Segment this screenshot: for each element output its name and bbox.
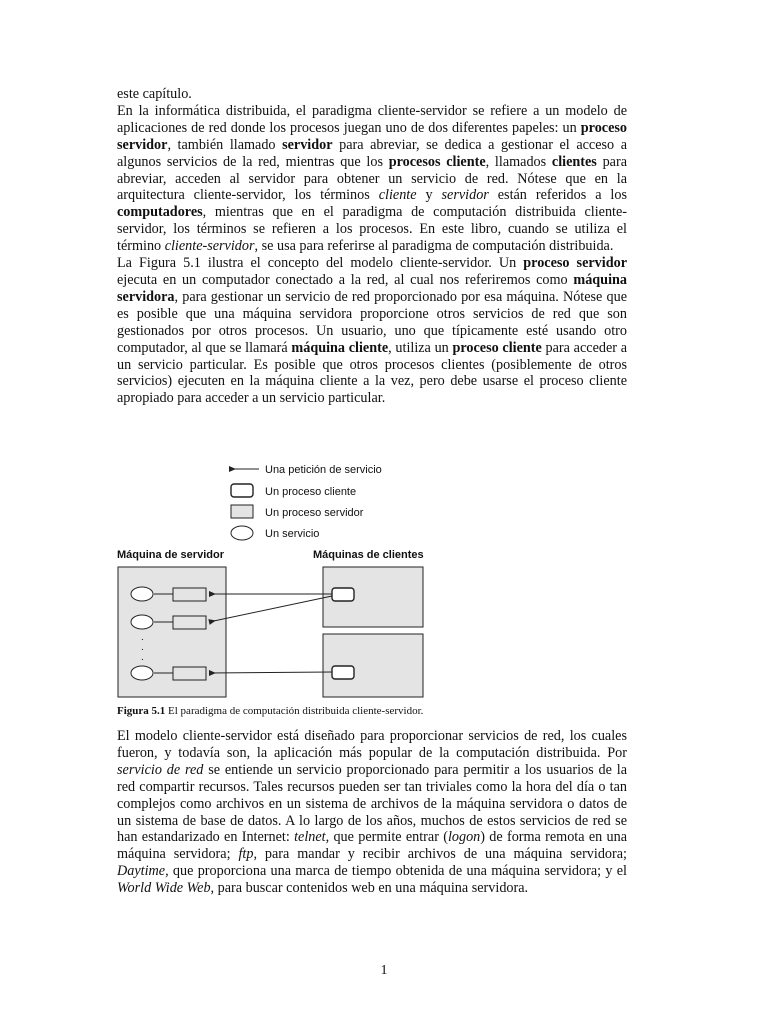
text: , que proporciona una marca de tiempo obtenida de una máquina servidora; y el bbox=[165, 863, 627, 880]
text: , utiliza un bbox=[388, 339, 453, 356]
legend-client-process-icon bbox=[231, 484, 253, 497]
ellipsis-dot: . bbox=[141, 652, 144, 663]
client-machines-label: Máquinas de clientes bbox=[313, 549, 424, 561]
server-process-box bbox=[173, 588, 206, 601]
ellipsis-dot: . bbox=[141, 632, 144, 643]
text: están referidos a los bbox=[488, 187, 627, 204]
service-icon bbox=[131, 587, 153, 601]
document-body-bottom bbox=[117, 728, 627, 897]
legend-server-process-icon bbox=[231, 505, 253, 518]
legend-request-label: Una petición de servicio bbox=[265, 464, 382, 476]
request-arrow bbox=[209, 672, 332, 673]
legend-service-icon bbox=[231, 526, 253, 540]
service-icon bbox=[131, 615, 153, 629]
caption-text: El paradigma de computación distribuida cliente-servidor. bbox=[165, 705, 424, 717]
client-server-diagram bbox=[117, 458, 447, 708]
service-icon bbox=[131, 666, 153, 680]
server-process-box bbox=[173, 667, 206, 680]
paragraph-3 bbox=[117, 255, 627, 407]
text: para abreviar, se dedica a gestionar el acceso a algunos servicios de la red, mientras que los bbox=[117, 136, 627, 170]
paragraph-2 bbox=[117, 103, 627, 255]
text: ) de forma remota en una máquina servidora; bbox=[117, 829, 627, 863]
italic-term: World Wide Web bbox=[117, 880, 211, 897]
legend-server-process-label: Un proceso servidor bbox=[265, 507, 364, 519]
bold-term: clientes bbox=[551, 153, 597, 170]
paragraph-1 bbox=[117, 86, 627, 103]
paragraph-4 bbox=[117, 728, 627, 897]
text: , llamados bbox=[485, 153, 552, 170]
text: este capítulo. bbox=[117, 86, 192, 102]
bold-term: proceso servidor bbox=[117, 119, 627, 153]
bold-term: máquina servidora bbox=[117, 271, 627, 305]
text: , se usa para referirse al paradigma de computación distribuida. bbox=[254, 238, 614, 255]
caption-label: Figura 5.1 bbox=[117, 705, 166, 717]
server-process-box bbox=[173, 616, 206, 629]
server-machine-label: Máquina de servidor bbox=[117, 549, 224, 561]
text: ejecuta en un computador conectado a la red, al cual nos referiremos como bbox=[117, 271, 574, 288]
text: , para buscar contenidos web en una máquina servidora. bbox=[210, 880, 529, 897]
italic-term: telnet bbox=[294, 829, 326, 846]
text: se entiende un servicio proporcionado para permitir a los usuarios de la red compartir recursos. Tales recursos pueden ser tan triviales como la hora del día o tan complejos como archivos en un sistema de archivos de la máquina servidora o datos de un sistema de base de datos. A lo largo de los años, muchos de estos servicios de red se han estandarizado en Internet: bbox=[117, 761, 628, 846]
text: El modelo cliente-servidor está diseñado para proporcionar servicios de red, los cuales fueron, y todavía son, la aplicación más popular de la computación distribuida. Por bbox=[117, 728, 627, 761]
italic-term: ftp bbox=[238, 846, 254, 863]
client-process-box bbox=[332, 666, 354, 679]
text: , también llamado bbox=[167, 136, 283, 153]
bold-term: procesos cliente bbox=[388, 153, 486, 170]
bold-term: computadores bbox=[117, 204, 203, 221]
italic-term: logon bbox=[447, 829, 481, 846]
text: para acceder a un servicio particular. Es posible que otros procesos clientes (posiblemente de otros servicios) ejecuten en la máquina cliente a la vez, pero debe usarse el proceso cliente apropiado para acceder a un servicio particular. bbox=[117, 339, 627, 407]
bold-term: proceso servidor bbox=[523, 255, 627, 272]
text: , que permite entrar ( bbox=[325, 829, 448, 846]
legend-service-label: Un servicio bbox=[265, 528, 320, 540]
text: y bbox=[416, 187, 442, 204]
italic-term: Daytime bbox=[117, 863, 166, 880]
figure-client-server bbox=[117, 458, 447, 708]
figure-caption bbox=[117, 705, 423, 717]
italic-term: servidor bbox=[441, 187, 489, 204]
request-arrow bbox=[209, 596, 332, 622]
italic-term: cliente-servidor bbox=[164, 238, 255, 255]
text: , para mandar y recibir archivos de una máquina servidora; bbox=[253, 846, 627, 863]
text: La Figura 5.1 ilustra el concepto del modelo cliente-servidor. Un bbox=[117, 255, 524, 272]
bold-term: servidor bbox=[282, 136, 333, 153]
document-body-top bbox=[117, 86, 627, 407]
bold-term: proceso cliente bbox=[452, 339, 542, 356]
text: , mientras que en el paradigma de computación distribuida cliente-servidor, los términos se refieren a los procesos. En este libro, cuando se utiliza el término bbox=[117, 204, 627, 255]
ellipsis-dot: . bbox=[141, 642, 144, 653]
legend-client-process-label: Un proceso cliente bbox=[265, 486, 357, 498]
page-number: 1 bbox=[380, 963, 388, 978]
text: para abreviar, acceden al servidor para obtener un servicio de red. Nótese que en la arquitectura cliente-servidor, los términos bbox=[117, 153, 627, 204]
italic-term: cliente bbox=[378, 187, 417, 204]
bold-term: máquina cliente bbox=[291, 339, 389, 356]
text: En la informática distribuida, el paradigma cliente-servidor se refiere a un modelo de aplicaciones de red donde los procesos juegan uno de dos diferentes papeles: un bbox=[117, 102, 627, 136]
italic-term: servicio de red bbox=[117, 761, 204, 778]
text: , para gestionar un servicio de red proporcionado por esa máquina. Nótese que es posible que una máquina servidora proporcione otros servicios de red que son gestionados por otros procesos. Un usuario, uno que típicamente esté usando otro computador, al que se llamará bbox=[117, 288, 627, 356]
client-process-box bbox=[332, 588, 354, 601]
